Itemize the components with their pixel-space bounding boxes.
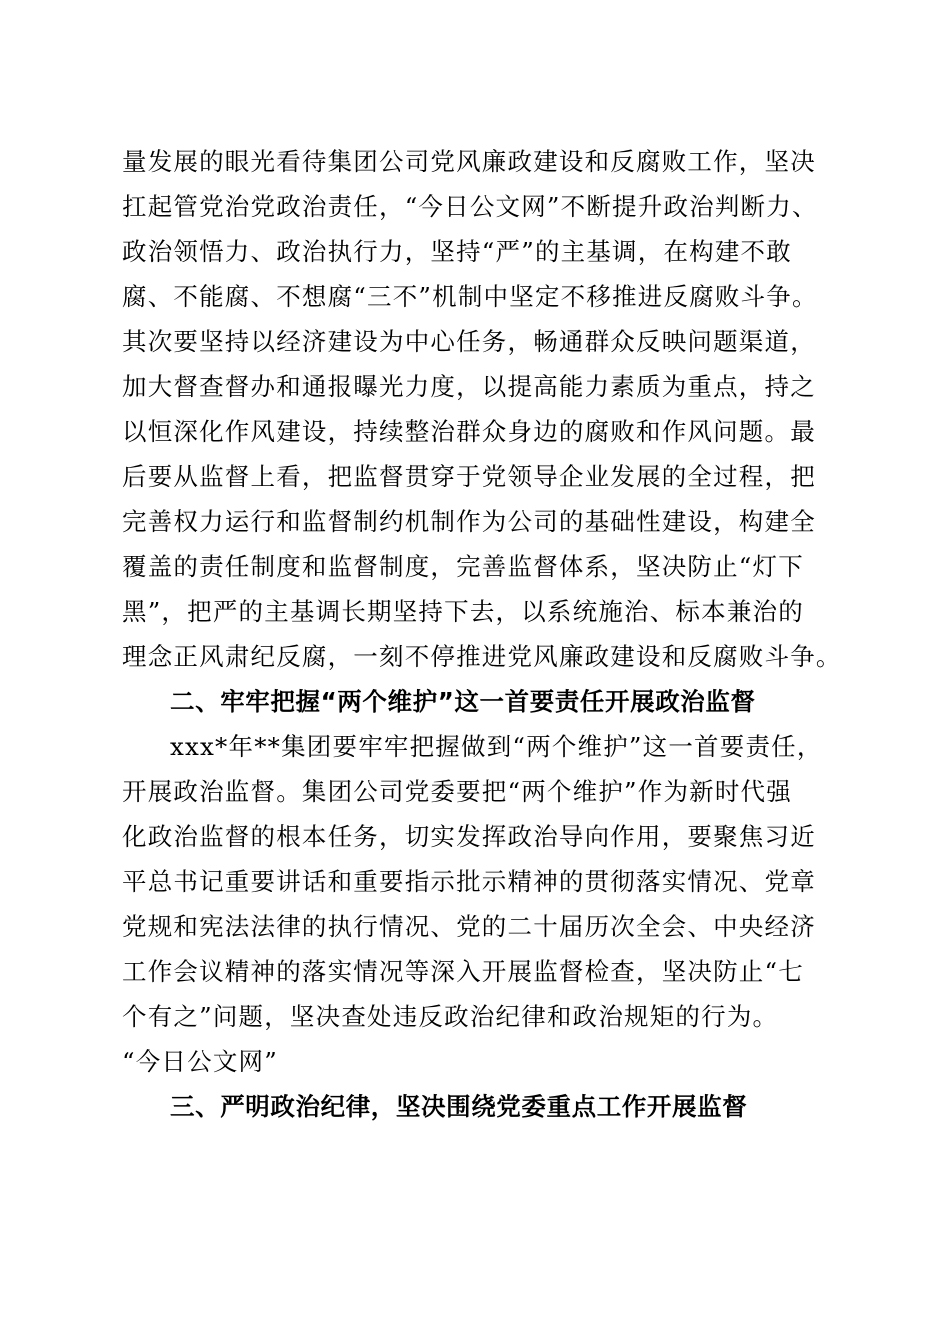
paragraph-2-line-4: 平总书记重要讲话和重要指示批示精神的贯彻落实情况、党章 xyxy=(122,867,816,896)
paragraph-1-line-3: 政治领悟力、政治执行力，坚持“严”的主基调，在构建不敢 xyxy=(122,237,792,266)
paragraph-2-line-3: 化政治监督的根本任务，切实发挥政治导向作用，要聚焦习近 xyxy=(122,822,816,851)
paragraph-2-line-8: “今日公文网” xyxy=(122,1047,278,1076)
paragraph-2-line-7: 个有之”问题，坚决查处违反政治纪律和政治规矩的行为。 xyxy=(122,1002,779,1031)
paragraph-1-line-7: 以恒深化作风建设，持续整治群众身边的腐败和作风问题。最 xyxy=(122,417,816,446)
paragraph-2-line-5: 党规和宪法法律的执行情况、党的二十届历次全会、中央经济 xyxy=(122,912,816,941)
paragraph-1-line-12: 理念正风肃纪反腐，一刻不停推进党风廉政建设和反腐败斗争。 xyxy=(122,642,842,671)
paragraph-2-line-6: 工作会议精神的落实情况等深入开展监督检查，坚决防止“七 xyxy=(122,957,804,986)
paragraph-1-line-11: 黑”，把严的主基调长期坚持下去，以系统施治、标本兼治的 xyxy=(122,597,804,626)
paragraph-1-line-8: 后要从监督上看，把监督贯穿于党领导企业发展的全过程，把 xyxy=(122,462,816,491)
section-heading-3: 三、严明政治纪律，坚决围绕党委重点工作开展监督 xyxy=(170,1092,748,1121)
paragraph-2-line-1: xxx*年**集团要牢牢把握做到“两个维护”这一首要责任， xyxy=(170,732,823,761)
paragraph-1-line-5: 其次要坚持以经济建设为中心任务，畅通群众反映问题渠道， xyxy=(122,327,816,356)
paragraph-2-line-2: 开展政治监督。集团公司党委要把“两个维护”作为新时代强 xyxy=(122,777,792,806)
section-heading-2: 二、牢牢把握“两个维护”这一首要责任开展政治监督 xyxy=(170,687,756,716)
paragraph-1-line-1: 量发展的眼光看待集团公司党风廉政建设和反腐败工作，坚决 xyxy=(122,147,816,176)
paragraph-1-line-4: 腐、不能腐、不想腐“三不”机制中坚定不移推进反腐败斗争。 xyxy=(122,282,818,311)
paragraph-1-line-10: 覆盖的责任制度和监督制度，完善监督体系，坚决防止“灯下 xyxy=(122,552,804,581)
paragraph-1-line-2: 扛起管党治党政治责任，“今日公文网”不断提升政治判断力、 xyxy=(122,192,818,221)
paragraph-1-line-6: 加大督查督办和通报曝光力度，以提高能力素质为重点，持之 xyxy=(122,372,816,401)
paragraph-1-line-9: 完善权力运行和监督制约机制作为公司的基础性建设，构建全 xyxy=(122,507,816,536)
